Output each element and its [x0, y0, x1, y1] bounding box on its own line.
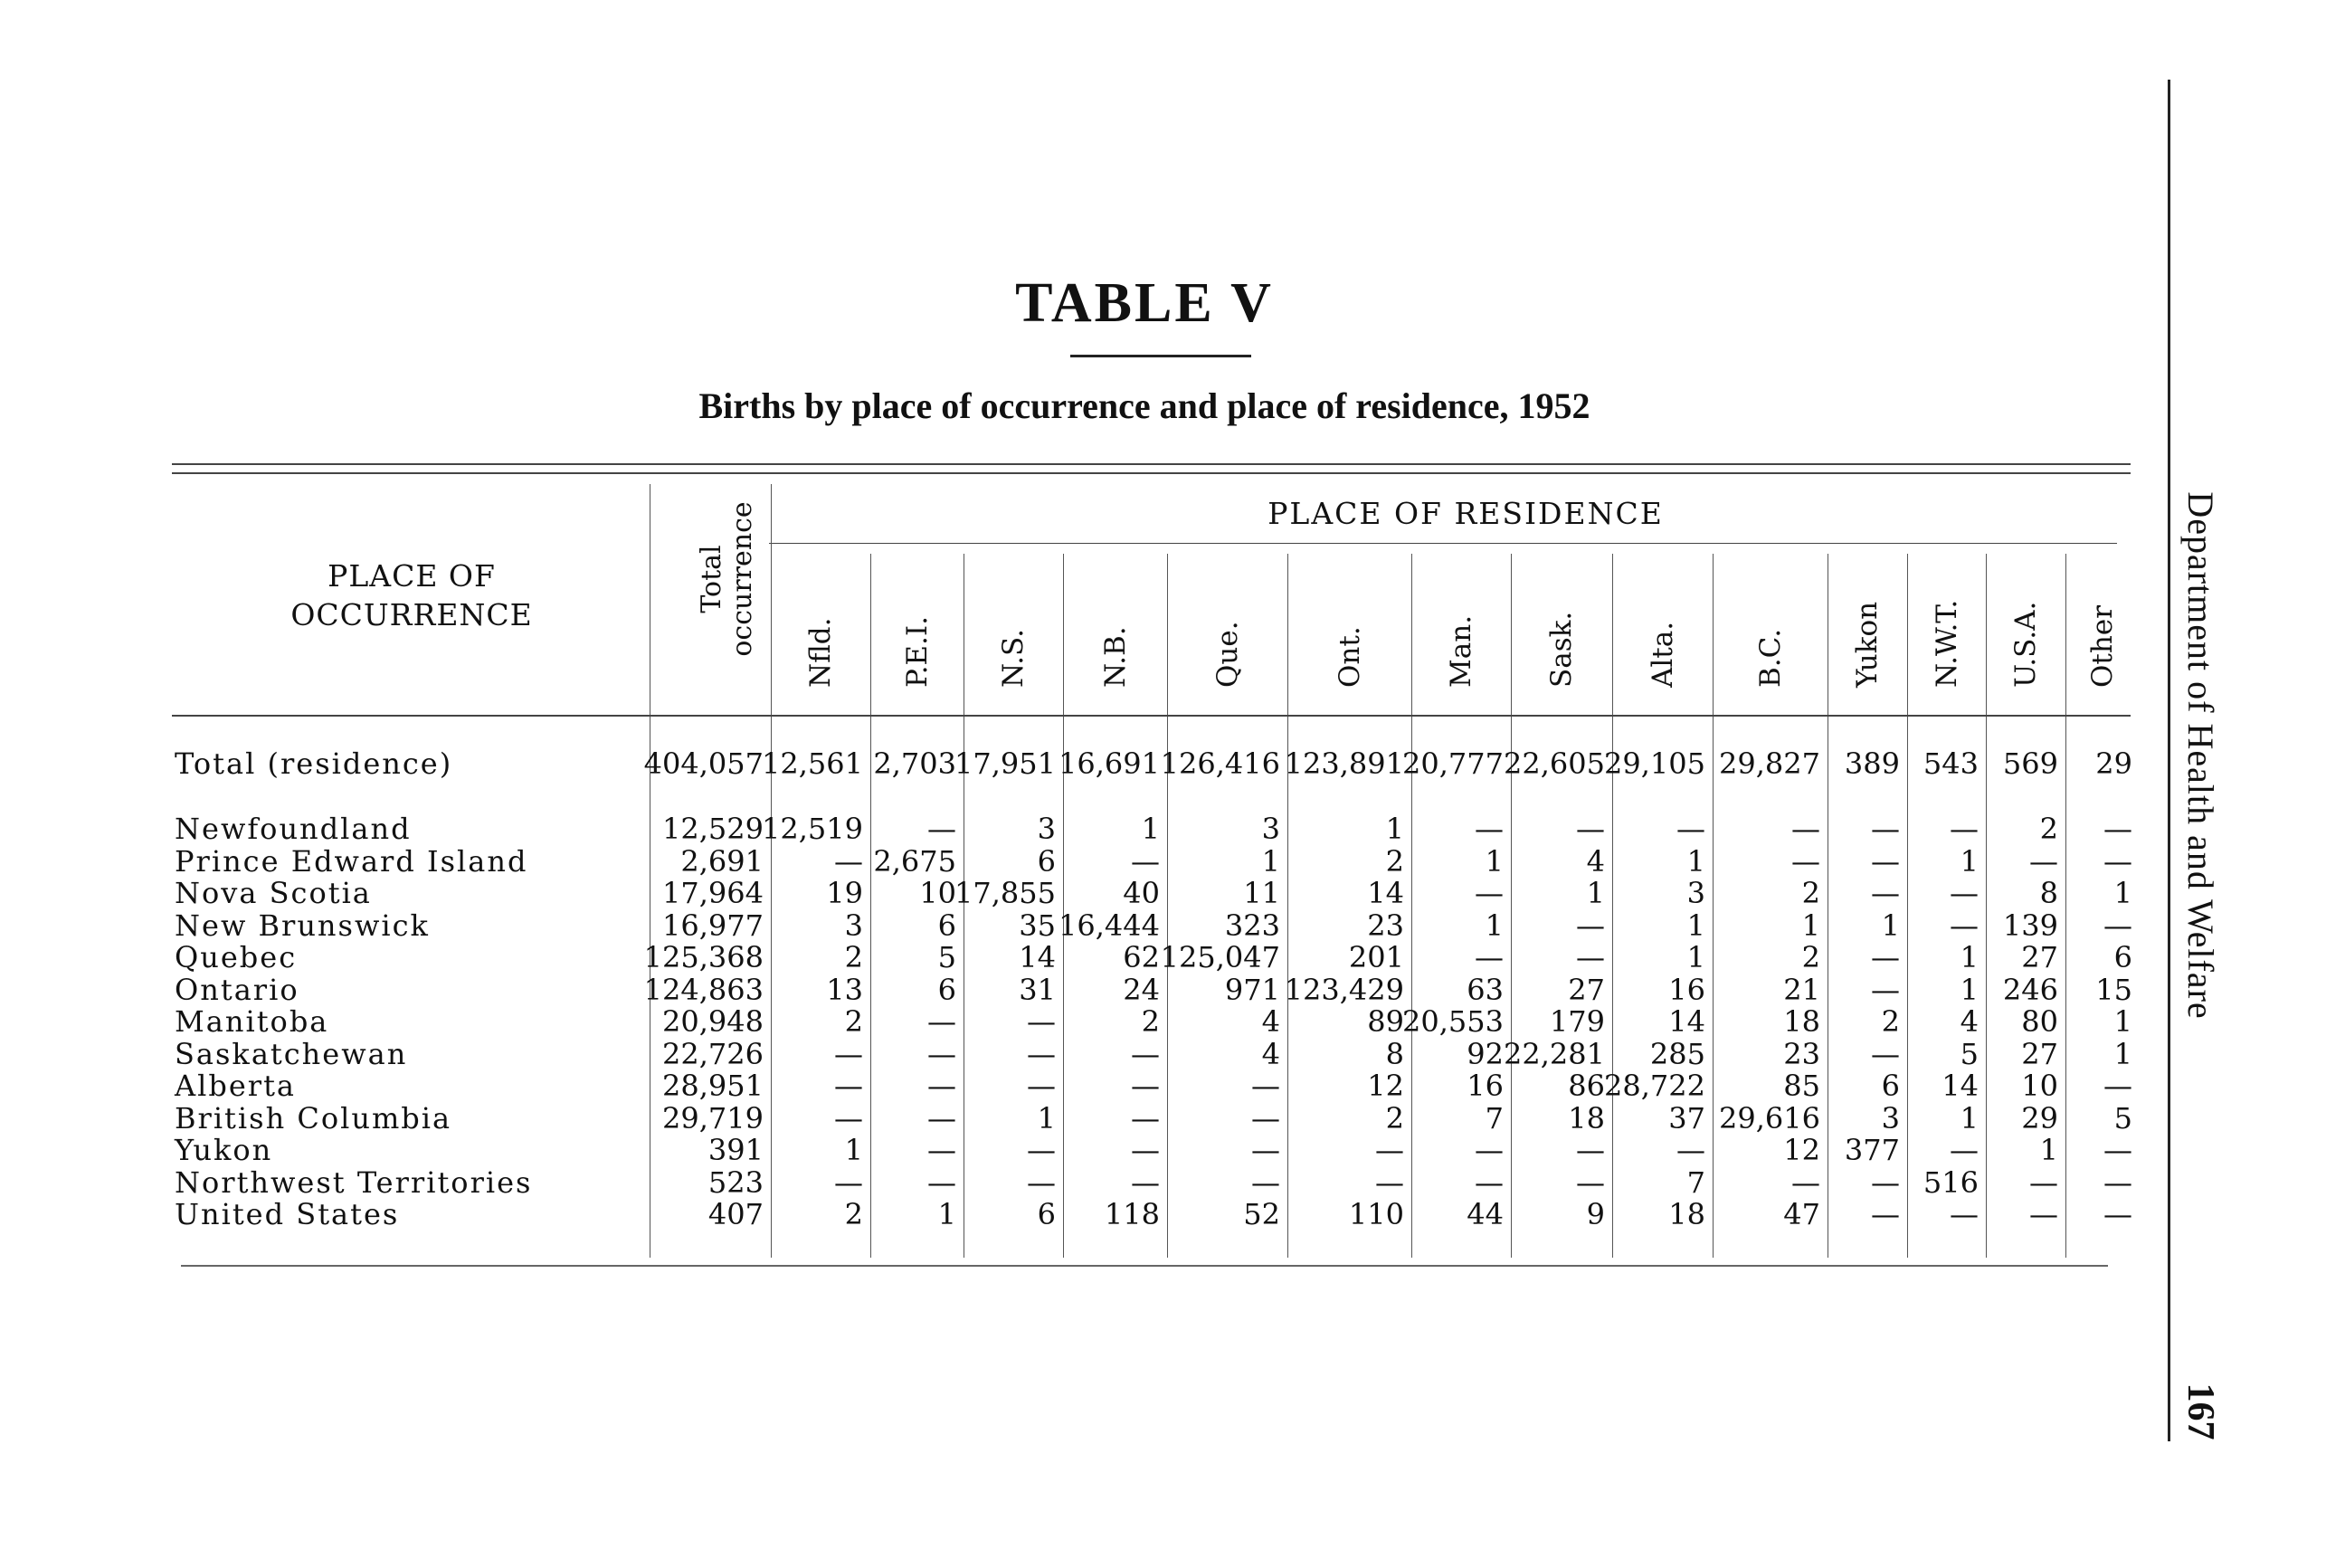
table-cell: 2: [1385, 1101, 1404, 1136]
table-cell: 1: [1485, 908, 1504, 943]
table-cell: 16: [1668, 973, 1705, 1007]
table-cell: 14: [1942, 1069, 1979, 1103]
table-cell: 10: [2021, 1069, 2058, 1103]
table-cell: 516: [1923, 1165, 1979, 1200]
table-cell: 13: [826, 973, 863, 1007]
table-cell: 40: [1123, 876, 1160, 910]
table-cell: 14: [1668, 1004, 1705, 1039]
table-cell: —: [1251, 1165, 1280, 1200]
table-cell: —: [927, 1004, 956, 1039]
table-cell: 85: [1783, 1069, 1820, 1103]
table-cell: 14: [1019, 940, 1056, 974]
row-label: Alberta: [175, 1069, 296, 1103]
table-cell: —: [927, 1101, 956, 1136]
table-cell: —: [834, 1037, 863, 1071]
table-cell: 1: [844, 1133, 863, 1167]
table-cell: 29,719: [662, 1101, 764, 1136]
table-cell: 4: [1960, 1004, 1979, 1039]
table-cell: —: [2103, 1133, 2132, 1167]
table-cell: 12,561: [762, 746, 863, 781]
sidebar-rule: [2168, 80, 2170, 1441]
table-cell: 8: [2039, 876, 2058, 910]
top-rule: [172, 463, 2131, 465]
table-cell: 17,964: [662, 876, 764, 910]
table-cell: —: [1475, 876, 1504, 910]
table-cell: —: [1027, 1165, 1056, 1200]
table-cell: 35: [1019, 908, 1056, 943]
table-cell: 12,529: [662, 812, 764, 846]
table-cell: —: [927, 812, 956, 846]
table-cell: 6: [937, 973, 956, 1007]
table-cell: —: [2103, 908, 2132, 943]
row-label: Yukon: [175, 1133, 273, 1167]
table-cell: 29: [2021, 1101, 2058, 1136]
residence-col-header: N.W.T.: [1930, 599, 1963, 688]
table-cell: 14: [1367, 876, 1404, 910]
table-cell: —: [2029, 844, 2058, 879]
row-label: Saskatchewan: [175, 1037, 408, 1071]
header-bottom-rule: [172, 715, 2131, 717]
table-cell: —: [1576, 812, 1605, 846]
total-occurrence-line1: Total: [696, 545, 727, 613]
table-cell: 1: [937, 1197, 956, 1231]
row-label: Quebec: [175, 940, 298, 974]
table-cell: 22,281: [1504, 1037, 1605, 1071]
table-cell: 12: [1783, 1133, 1820, 1167]
table-cell: —: [1131, 1037, 1160, 1071]
row-label: Nova Scotia: [175, 876, 372, 910]
row-label: Prince Edward Island: [175, 844, 528, 879]
row-label: Ontario: [175, 973, 299, 1007]
table-cell: 23: [1783, 1037, 1820, 1071]
table-cell: 16,691: [1059, 746, 1160, 781]
table-cell: 6: [1037, 844, 1056, 879]
row-label: New Brunswick: [175, 908, 430, 943]
table-cell: 1: [1686, 940, 1705, 974]
table-cell: —: [1676, 812, 1705, 846]
table-cell: —: [927, 1165, 956, 1200]
table-cell: 29,827: [1719, 746, 1820, 781]
table-cell: —: [1950, 1197, 1979, 1231]
table-cell: 543: [1923, 746, 1979, 781]
table-cell: 2: [1801, 876, 1820, 910]
table-cell: 28,951: [662, 1069, 764, 1103]
table-cell: —: [1676, 1133, 1705, 1167]
table-cell: 7: [1485, 1101, 1504, 1136]
table-cell: 8: [1385, 1037, 1404, 1071]
table-cell: —: [1950, 876, 1979, 910]
table-cell: 5: [937, 940, 956, 974]
table-cell: —: [1131, 1069, 1160, 1103]
table-cell: 1: [1485, 844, 1504, 879]
table-cell: —: [1027, 1069, 1056, 1103]
table-cell: —: [1475, 812, 1504, 846]
table-cell: 52: [1243, 1197, 1280, 1231]
table-cell: 201: [1348, 940, 1404, 974]
table-cell: 3: [1037, 812, 1056, 846]
table-cell: 4: [1261, 1004, 1280, 1039]
table-cell: 125,368: [643, 940, 764, 974]
table-cell: —: [1871, 876, 1900, 910]
table-cell: 20,777: [1402, 746, 1504, 781]
table-cell: —: [1950, 812, 1979, 846]
table-cell: —: [1871, 1037, 1900, 1071]
table-cell: —: [1950, 908, 1979, 943]
table-cell: —: [1027, 1037, 1056, 1071]
residence-col-header: P.E.I.: [900, 615, 934, 688]
table-cell: —: [1576, 908, 1605, 943]
table-cell: 3: [1881, 1101, 1900, 1136]
residence-col-header: Other: [2086, 604, 2119, 688]
table-cell: 12,519: [762, 812, 863, 846]
table-cell: —: [927, 1037, 956, 1071]
table-cell: 80: [2021, 1004, 2058, 1039]
table-cell: 1: [1960, 844, 1979, 879]
table-cell: 124,863: [643, 973, 764, 1007]
table-cell: 17,951: [954, 746, 1056, 781]
table-cell: 12: [1367, 1069, 1404, 1103]
table-cell: —: [927, 1133, 956, 1167]
table-cell: 2,691: [680, 844, 764, 879]
table-cell: 1: [2113, 1037, 2132, 1071]
table-cell: 123,429: [1284, 973, 1404, 1007]
table-cell: 27: [2021, 940, 2058, 974]
table-cell: 22,726: [662, 1037, 764, 1071]
table-cell: 11: [1243, 876, 1280, 910]
occurrence-header-line2: OCCURRENCE: [290, 597, 533, 632]
table-cell: —: [1791, 812, 1820, 846]
table-cell: 7: [1686, 1165, 1705, 1200]
table-cell: —: [1871, 973, 1900, 1007]
table-cell: —: [1251, 1101, 1280, 1136]
table-cell: —: [2103, 844, 2132, 879]
table-cell: 139: [2002, 908, 2058, 943]
table-cell: —: [2029, 1197, 2058, 1231]
table-cell: 179: [1549, 1004, 1605, 1039]
residence-col-header: Ont.: [1333, 626, 1366, 688]
table-cell: 24: [1123, 973, 1160, 1007]
table-cell: 1: [1960, 973, 1979, 1007]
table-cell: 5: [1960, 1037, 1979, 1071]
occurrence-header-line1: PLACE OF: [328, 558, 496, 594]
table-cell: 5: [2113, 1101, 2132, 1136]
place-of-residence-header: PLACE OF RESIDENCE: [1267, 496, 1664, 531]
table-cell: —: [2103, 1069, 2132, 1103]
table-cell: —: [1375, 1133, 1404, 1167]
table-cell: —: [1131, 1101, 1160, 1136]
table-cell: —: [1475, 1133, 1504, 1167]
table-cell: —: [1871, 1165, 1900, 1200]
table-cell: —: [834, 1069, 863, 1103]
table-cell: 16,444: [1059, 908, 1160, 943]
table-cell: —: [2103, 1165, 2132, 1200]
table-cell: 29,105: [1604, 746, 1705, 781]
table-cell: 407: [707, 1197, 764, 1231]
residence-col-header: Nfld.: [804, 617, 837, 688]
table-cell: 1: [2113, 876, 2132, 910]
row-label: Newfoundland: [175, 812, 412, 846]
table-cell: —: [927, 1069, 956, 1103]
table-cell: —: [1131, 1133, 1160, 1167]
total-occurrence-line2: occurrence: [726, 501, 758, 657]
occurrence-header: [190, 556, 633, 634]
table-title: TABLE V: [1015, 272, 1274, 334]
table-cell: 523: [707, 1165, 764, 1200]
table-cell: 1: [1037, 1101, 1056, 1136]
table-cell: —: [1027, 1004, 1056, 1039]
table-cell: 29: [2095, 746, 2132, 781]
table-cell: 1: [1686, 844, 1705, 879]
table-cell: 62: [1123, 940, 1160, 974]
table-cell: 16,977: [662, 908, 764, 943]
table-cell: 1: [1960, 1101, 1979, 1136]
table-bottom-rule: [181, 1265, 2108, 1267]
table-cell: 126,416: [1160, 746, 1280, 781]
table-cell: 1: [1801, 908, 1820, 943]
residence-col-header: Yukon: [1851, 601, 1884, 688]
table-cell: 21: [1783, 973, 1820, 1007]
table-cell: 3: [1261, 812, 1280, 846]
table-cell: 2: [2039, 812, 2058, 846]
table-cell: —: [1871, 940, 1900, 974]
table-cell: 1: [1960, 940, 1979, 974]
table-subtitle: Births by place of occurrence and place of residence, 1952: [698, 385, 1590, 426]
table-cell: 63: [1467, 973, 1504, 1007]
table-cell: 18: [1783, 1004, 1820, 1039]
table-cell: 391: [707, 1133, 764, 1167]
table-cell: —: [1871, 1197, 1900, 1231]
table-cell: —: [1576, 1165, 1605, 1200]
table-cell: 20,553: [1402, 1004, 1504, 1039]
table-cell: 2,675: [873, 844, 956, 879]
residence-col-header: Alta.: [1646, 621, 1679, 688]
table-cell: 323: [1224, 908, 1280, 943]
table-cell: 125,047: [1160, 940, 1280, 974]
table-cell: —: [1027, 1133, 1056, 1167]
table-cell: 246: [2002, 973, 2058, 1007]
table-cell: 2: [1141, 1004, 1160, 1039]
table-cell: 15: [2095, 973, 2132, 1007]
table-cell: 37: [1668, 1101, 1705, 1136]
table-cell: 9: [1586, 1197, 1605, 1231]
table-cell: 3: [1686, 876, 1705, 910]
table-cell: 2: [1881, 1004, 1900, 1039]
table-cell: —: [834, 1165, 863, 1200]
table-cell: 18: [1568, 1101, 1605, 1136]
table-cell: 1: [2039, 1133, 2058, 1167]
row-label: United States: [175, 1197, 400, 1231]
table-cell: 3: [844, 908, 863, 943]
table-cell: 118: [1104, 1197, 1160, 1231]
table-cell: 6: [2113, 940, 2132, 974]
table-cell: —: [834, 844, 863, 879]
table-cell: 89: [1367, 1004, 1404, 1039]
department-running-head: Department of Health and Welfare: [2180, 491, 2221, 1020]
table-cell: 29,616: [1719, 1101, 1820, 1136]
table-cell: 86: [1568, 1069, 1605, 1103]
table-cell: —: [1871, 812, 1900, 846]
residence-col-header: B.C.: [1753, 628, 1787, 688]
table-cell: —: [834, 1101, 863, 1136]
title-underline: [1070, 355, 1251, 357]
residence-col-header: Man.: [1445, 614, 1477, 688]
table-cell: 4: [1586, 844, 1605, 879]
table-cell: 4: [1261, 1037, 1280, 1071]
table-cell: 17,855: [954, 876, 1056, 910]
table-cell: 19: [826, 876, 863, 910]
residence-col-header: Que.: [1210, 621, 1244, 688]
table-cell: 2: [1385, 844, 1404, 879]
table-cell: —: [2029, 1165, 2058, 1200]
table-cell: 92: [1467, 1037, 1504, 1071]
total-occurrence-header: [697, 470, 778, 688]
table-cell: —: [1871, 844, 1900, 879]
table-cell: 2: [844, 1004, 863, 1039]
table-cell: 1: [1586, 876, 1605, 910]
table-cell: 6: [937, 908, 956, 943]
table-cell: 2,703: [873, 746, 956, 781]
table-cell: 28,722: [1604, 1069, 1705, 1103]
table-cell: —: [1475, 940, 1504, 974]
table-cell: 6: [1037, 1197, 1056, 1231]
table-cell: —: [1950, 1133, 1979, 1167]
table-cell: 110: [1348, 1197, 1404, 1231]
table-cell: —: [2103, 812, 2132, 846]
table-cell: 389: [1844, 746, 1900, 781]
table-cell: 27: [1568, 973, 1605, 1007]
table-cell: 1: [1881, 908, 1900, 943]
table-cell: 1: [1686, 908, 1705, 943]
table-cell: 404,057: [643, 746, 764, 781]
residence-col-header: Sask.: [1545, 611, 1578, 688]
table-cell: 377: [1844, 1133, 1900, 1167]
table-cell: 1: [1385, 812, 1404, 846]
table-cell: 6: [1881, 1069, 1900, 1103]
table-cell: —: [1475, 1165, 1504, 1200]
table-cell: —: [1131, 844, 1160, 879]
residence-header-rule: [769, 543, 2117, 544]
table-cell: 44: [1467, 1197, 1504, 1231]
residence-col-header: N.B.: [1098, 626, 1132, 688]
table-cell: 1: [2113, 1004, 2132, 1039]
table-cell: 2: [844, 940, 863, 974]
table-cell: 23: [1367, 908, 1404, 943]
table-cell: —: [2103, 1197, 2132, 1231]
table-cell: 1: [1141, 812, 1160, 846]
table-cell: 2: [844, 1197, 863, 1231]
table-cell: 22,605: [1504, 746, 1605, 781]
table-cell: 2: [1801, 940, 1820, 974]
table-cell: 16: [1467, 1069, 1504, 1103]
table-cell: 20,948: [662, 1004, 764, 1039]
table-cell: 123,891: [1284, 746, 1404, 781]
residence-col-header: U.S.A.: [2009, 601, 2042, 688]
page-number: 167: [2179, 1383, 2221, 1440]
top-rule-second: [172, 472, 2131, 474]
table-cell: 27: [2021, 1037, 2058, 1071]
table-cell: 569: [2002, 746, 2058, 781]
table-cell: 285: [1649, 1037, 1705, 1071]
row-label: British Columbia: [175, 1101, 452, 1136]
table-cell: 971: [1224, 973, 1280, 1007]
table-cell: —: [1375, 1165, 1404, 1200]
row-label: Manitoba: [175, 1004, 329, 1039]
table-cell: —: [1791, 844, 1820, 879]
table-cell: —: [1131, 1165, 1160, 1200]
residence-col-header: N.S.: [997, 629, 1030, 688]
table-cell: 47: [1783, 1197, 1820, 1231]
table-cell: —: [1791, 1165, 1820, 1200]
table-cell: 31: [1019, 973, 1056, 1007]
table-cell: 18: [1668, 1197, 1705, 1231]
row-label: Total (residence): [175, 746, 453, 781]
table-cell: —: [1576, 1133, 1605, 1167]
table-cell: —: [1251, 1133, 1280, 1167]
row-label: Northwest Territories: [175, 1165, 533, 1200]
table-cell: —: [1251, 1069, 1280, 1103]
table-cell: 10: [919, 876, 956, 910]
table-cell: 1: [1261, 844, 1280, 879]
table-cell: —: [1576, 940, 1605, 974]
